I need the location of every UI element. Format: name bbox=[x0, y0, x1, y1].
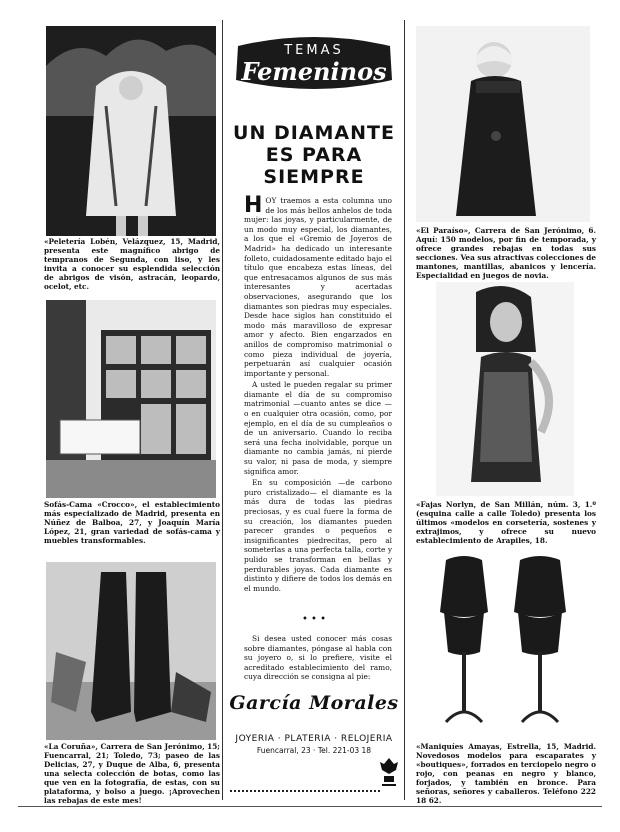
logo-line1: TEMAS bbox=[284, 43, 344, 58]
coat-model-photo bbox=[416, 26, 590, 222]
brand-subtitle: JOYERIA · PLATERIA · RELOJERIA bbox=[235, 734, 393, 744]
caption-la-coruna: «La Coruña», Carrera de San Jerónimo, 15; Fuencarral, 21; Toledo, 73; paseo de las Delicias, 27, y Duque de Alba, 6, presenta una selecta colección de botas, como las que ven en la fotografía, de estas, con su plataforma, y bolso a juego. ¡Aprovechen las rebajas de este mes! bbox=[44, 742, 220, 805]
caption-sofas-cama: Sofás-Cama «Crocco», el establecimiento más especializado de Madrid, presenta en Núñez de Balboa, 27, y Joaquín María López, 21, gran variedad de sofás-cama y muebles transformables. bbox=[44, 500, 220, 545]
brand-name: García Morales bbox=[229, 692, 399, 714]
headline-line2: ES PARA bbox=[265, 144, 363, 166]
boots-photo bbox=[46, 562, 216, 740]
article-paragraph-4: Si desea usted conocer más cosas sobre diamantes, póngase al habla con su joyero o, si lo prefiere, visite el acreditado establecimiento del ramo, cuya dirección se consigna al pie: bbox=[244, 634, 392, 682]
article-paragraph-2: A usted le pueden regalar su primer diamante el día de su compromiso matrimonial —cuanto antes se dice — o en cualquier otra ocasión, como, por ejemplo, en el día de su cumpleaños o de un aniversario. Cuando lo reciba será una fecha inolvidable, porque un diamante no cambia jamás, ni pierde su valor, ni pasa de moda, y siempre significa amor. bbox=[244, 380, 392, 476]
dropcap: H bbox=[244, 193, 263, 218]
article-paragraph-1: HOY traemos a esta columna uno de los más bellos anhelos de toda mujer: las joyas, y particularmente, de un modo muy especial, los diamantes, a los que el «Gremio de Joyeros de Madrid» ha dedicado un interesante folleto, cuidadosamente editado bajo el título que encabeza estas líneas, del que entresacamos algunos de sus más interesantes y acertadas observaciones, asegurando que los diamantes son piedras muy especiales. Desde hace siglos han constituido el modo más maravilloso de expresar amor y afecto. Bien engarzados en anillos de compromiso matrimonial o como pieza individual de joyería, perpetuarán así cualquier ocasión importante y personal. bbox=[244, 193, 392, 378]
logo-line2: Femeninos bbox=[241, 57, 387, 86]
article-separator: • • • bbox=[301, 614, 327, 625]
article-body bbox=[244, 193, 392, 595]
caption-peleteria: «Peletería Lobén, Velázquez, 15, Madrid, presenta este magnífico abrigo de tempranos de Segunda, con liso, y les invita a conocer su esplendida selección de abrigos de visón, astracán, leopardo, ocelot, etc. bbox=[44, 237, 220, 291]
page-bottom-rule bbox=[18, 806, 602, 807]
article-paragraph-3: En su composición —de carbono puro cristalizado— el diamante es la más dura de todas las piedras preciosas, y es cual fuere la forma de su creación, los diamantes pueden parecer grandes o pequeños e insignificantes piedrecitas, pero al someterlas a una perfecta talla, corte y pulido se transforman en bellas y perdurables joyas. Cada diamante es distinto y difiere de todos los demás en el mundo. bbox=[244, 478, 392, 593]
headline-line1: UN DIAMANTE bbox=[233, 122, 395, 144]
fur-coat-photo bbox=[46, 26, 216, 236]
caption-maniquies: «Maniquíes Amayas, Estrella, 15, Madrid. Novedosos modelos para escaparates y «boutiques», forrados en terciopelo negro o rojo, con peanas en negro y blanco, forjados, y también en bronce. Para señoras, señores y caballeros. Teléfono 222 18 62. bbox=[416, 742, 596, 805]
headline-line3: SIEMPRE bbox=[263, 166, 365, 188]
sofa-bed-photo bbox=[46, 300, 216, 498]
mannequins-photo bbox=[416, 552, 590, 738]
dotted-border bbox=[230, 790, 380, 796]
right-column-rule bbox=[404, 20, 405, 800]
caption-fajas-norlyn: «Fajas Norlyn, de San Millán, núm. 3, 1.º (esquina calle a calle Toledo) presenta los últimos «modelos en corsetería, sostenes y extrajimos, y ofrece su nuevo establecimiento de Arapiles, 18. bbox=[416, 500, 596, 545]
lingerie-model-photo bbox=[436, 282, 574, 496]
coat-of-arms-icon bbox=[378, 756, 400, 788]
left-column-rule bbox=[222, 20, 223, 800]
temas-femeninos-logo bbox=[232, 24, 396, 102]
brand-address: Fuencarral, 23 · Tel. 221-03 18 bbox=[256, 746, 372, 755]
caption-el-paraiso: «El Paraíso», Carrera de San Jerónimo, 6. Aquí: 150 modelos, por fin de temporada, y ofrece grandes rebajas en todas sus secciones. Vea sus atractivas colecciones de mantones, mantillas, abanicos y lencería. Especialidad en juegos de novia. bbox=[416, 226, 596, 280]
